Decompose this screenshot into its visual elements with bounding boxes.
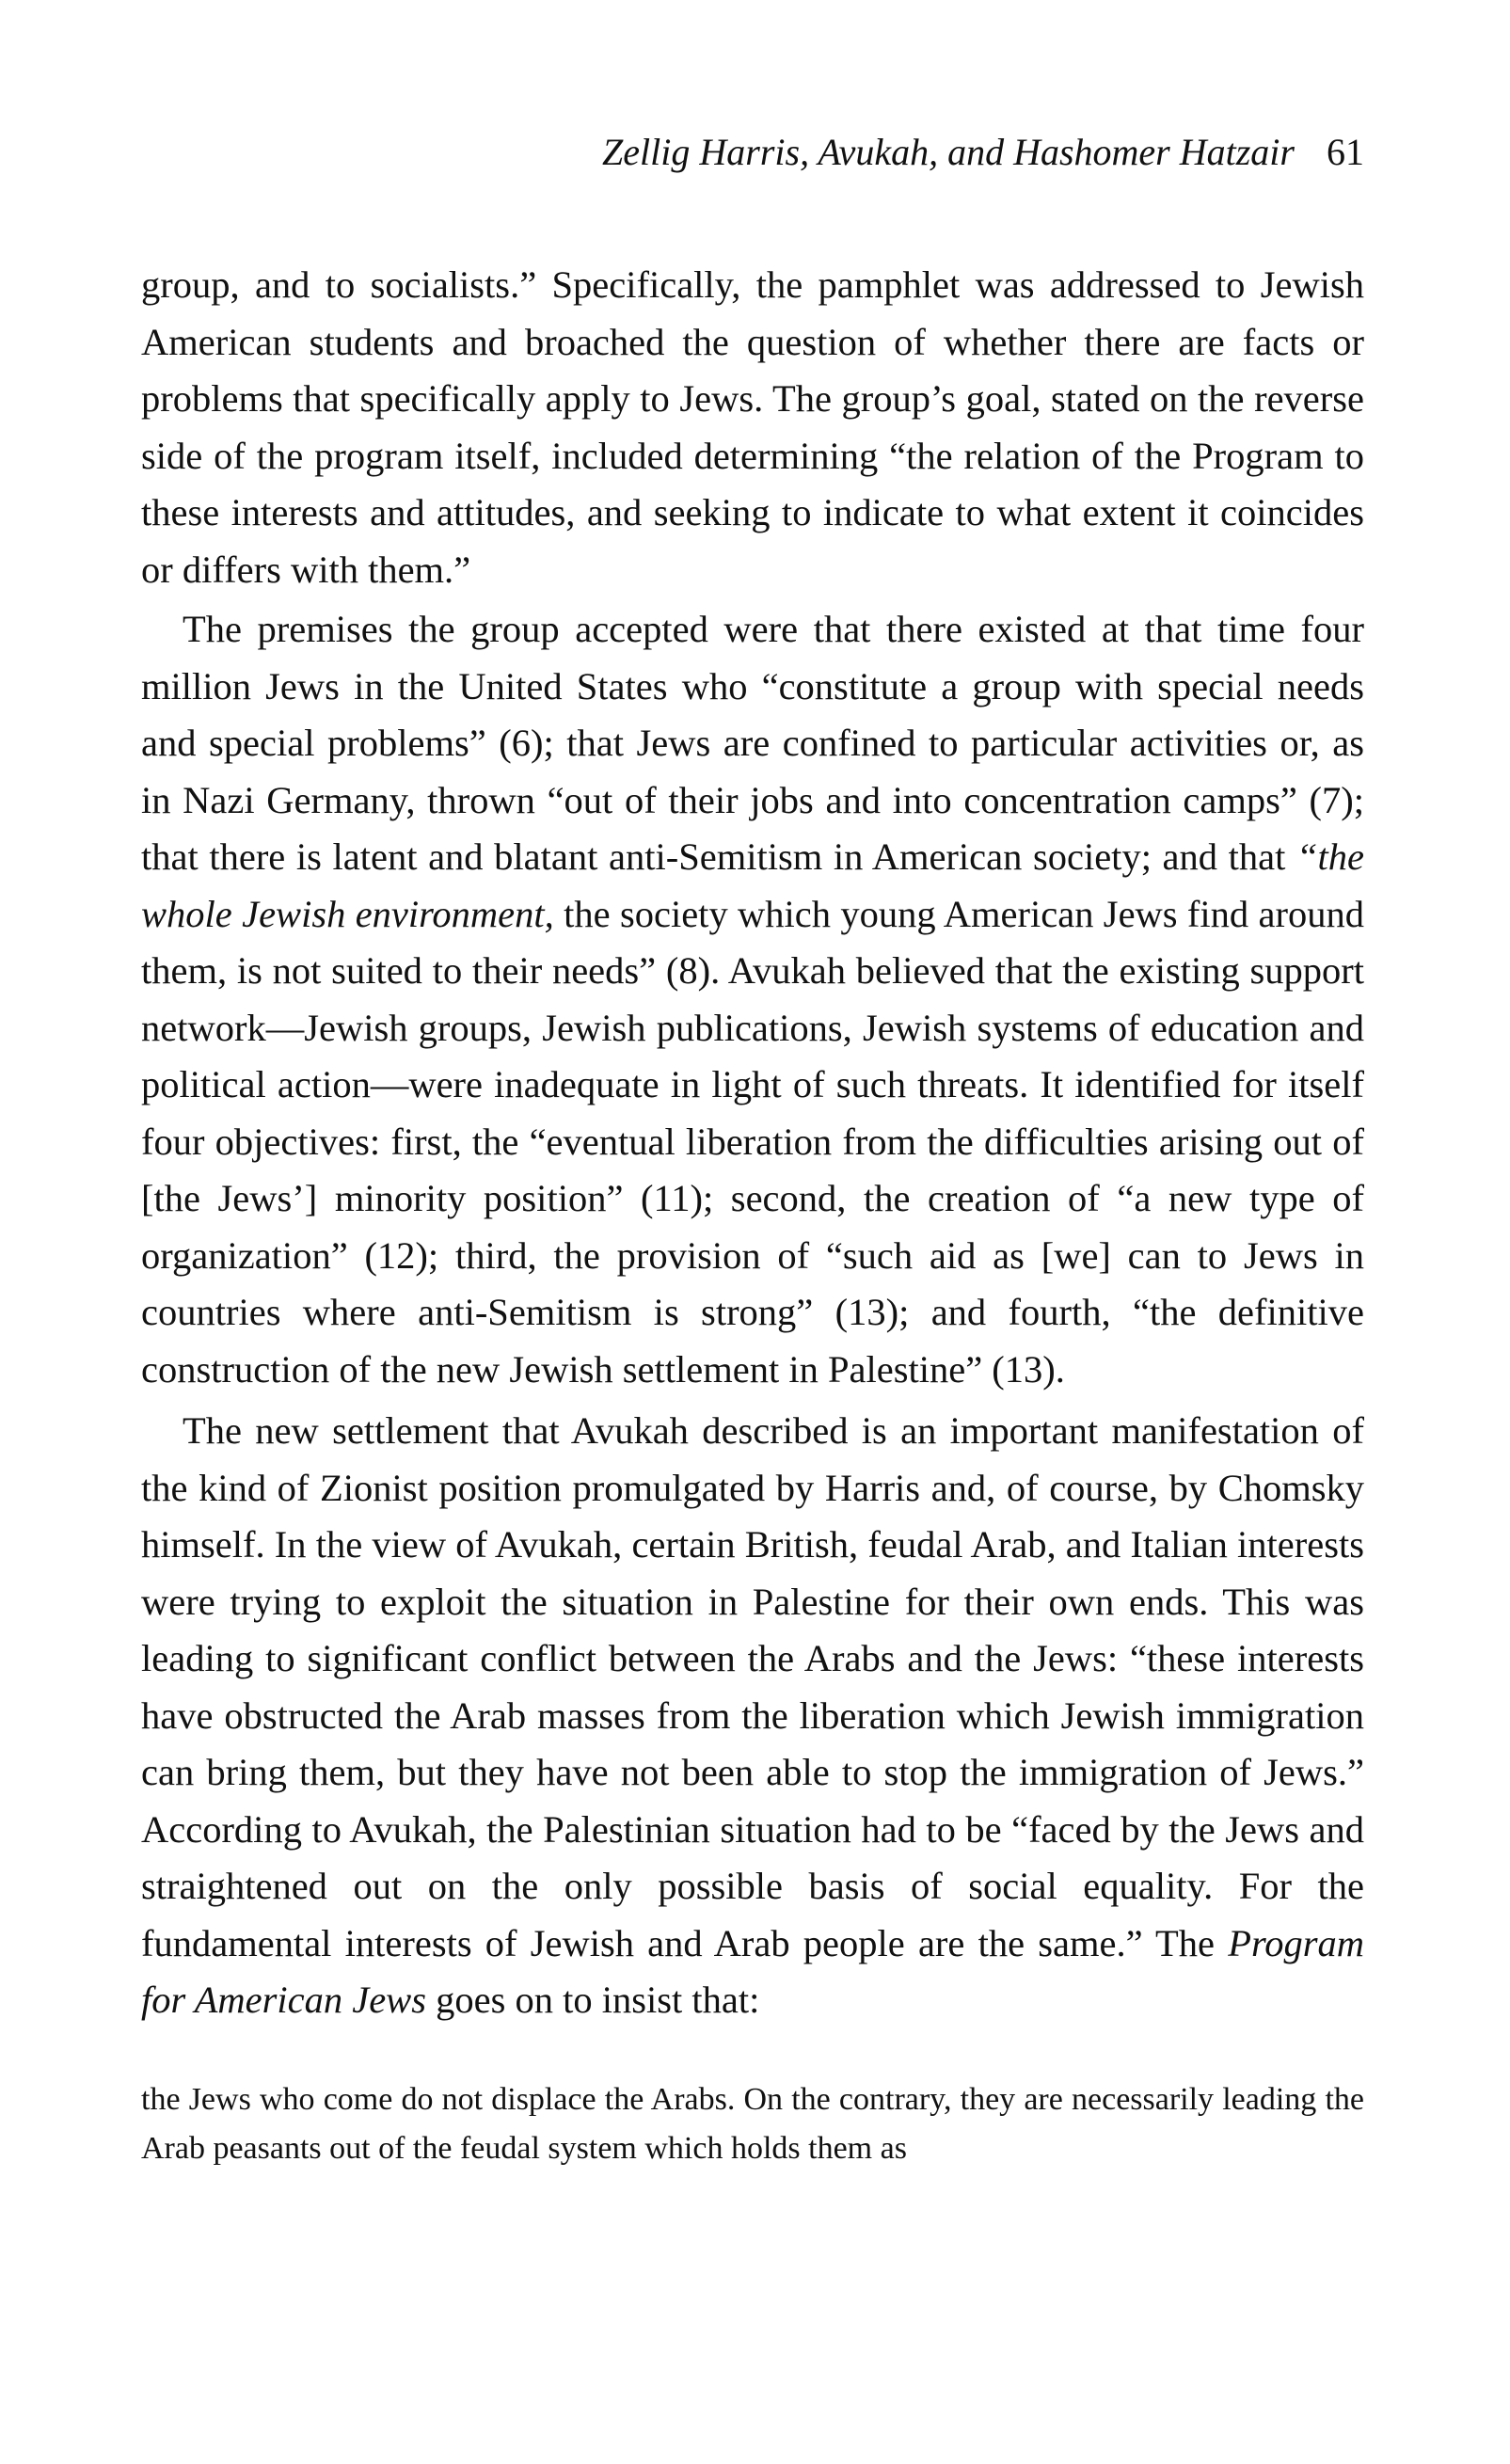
block-quotation-text: the Jews who come do not displace the Arabs. On the contrary, they are necessarily leading the Arab peasants out of the feudal system which holds them as [141, 2082, 1364, 2166]
paragraph-1-text: group, and to socialists.” Specifically, the pamphlet was addressed to Jewish American students and broached the question of whether there are facts or problems that specifically apply to Jews. The group’s goal, stated on the reverse side of the program itself, included determining “the relation of the Program to these interests and attitudes, and seeking to indicate to what extent it coincides or differs with them.” [141, 263, 1364, 591]
body-text [141, 257, 1364, 2029]
paragraph-2-text-a: The premises the group accepted were that there existed at that time four million Jews in the United States who “constitute a group with special needs and special problems” (6); that Jews are confined to particular activities or, as in Nazi Germany, thrown “out of their jobs and into concentration camps” (7); that there is latent and blatant anti-Semitism in American society; and that [141, 608, 1364, 878]
paragraph-3 [141, 1403, 1364, 2029]
paragraph-3-italic-title: Program for American Jews [141, 1921, 1364, 2021]
running-title: Zellig Harris, Avukah, and Hashomer Hatzair [602, 131, 1295, 173]
paragraph-2-text-b: the society which young American Jews find around them, is not suited to their needs” (8). Avukah believed that the existing support network—Jewish groups, Jewish publications, Jewish systems of education and political action—were inadequate in light of such threats. It identified for itself four objectives: first, the “eventual liberation from the difficulties arising out of [the Jews’] minority position” (11); second, the creation of “a new type of organization” (12); third, the provision of “such aid as [we] can to Jews in countries where anti-Semitism is strong” (13); and fourth, “the definitive construction of the new Jewish settlement in Palestine” (13). [141, 892, 1364, 1391]
block-quotation [141, 2075, 1364, 2173]
paragraph-2 [141, 601, 1364, 1398]
paragraph-1 [141, 257, 1364, 598]
paragraph-3-text-a: The new settlement that Avukah described is an important manifestation of the kind of Zionist position promulgated by Harris and, of course, by Chomsky himself. In the view of Avukah, certain British, feudal Arab, and Italian interests were trying to exploit the situation in Palestine for their own ends. This was leading to significant conflict between the Arabs and the Jews: “these interests have obstructed the Arab masses from the liberation which Jewish immigration can bring them, but they have not been able to stop the immigration of Jews.” According to Avukah, the Palestinian situation had to be “faced by the Jews and straightened out on the only possible basis of social equality. For the fundamental interests of Jewish and Arab people are the same.” The [141, 1409, 1364, 1964]
paragraph-2-italic-phrase: “the whole Jewish environment, [141, 835, 1364, 935]
running-head [141, 131, 1364, 173]
paragraph-3-text-b: goes on to insist that: [425, 1979, 760, 2021]
page-number: 61 [1327, 131, 1364, 173]
